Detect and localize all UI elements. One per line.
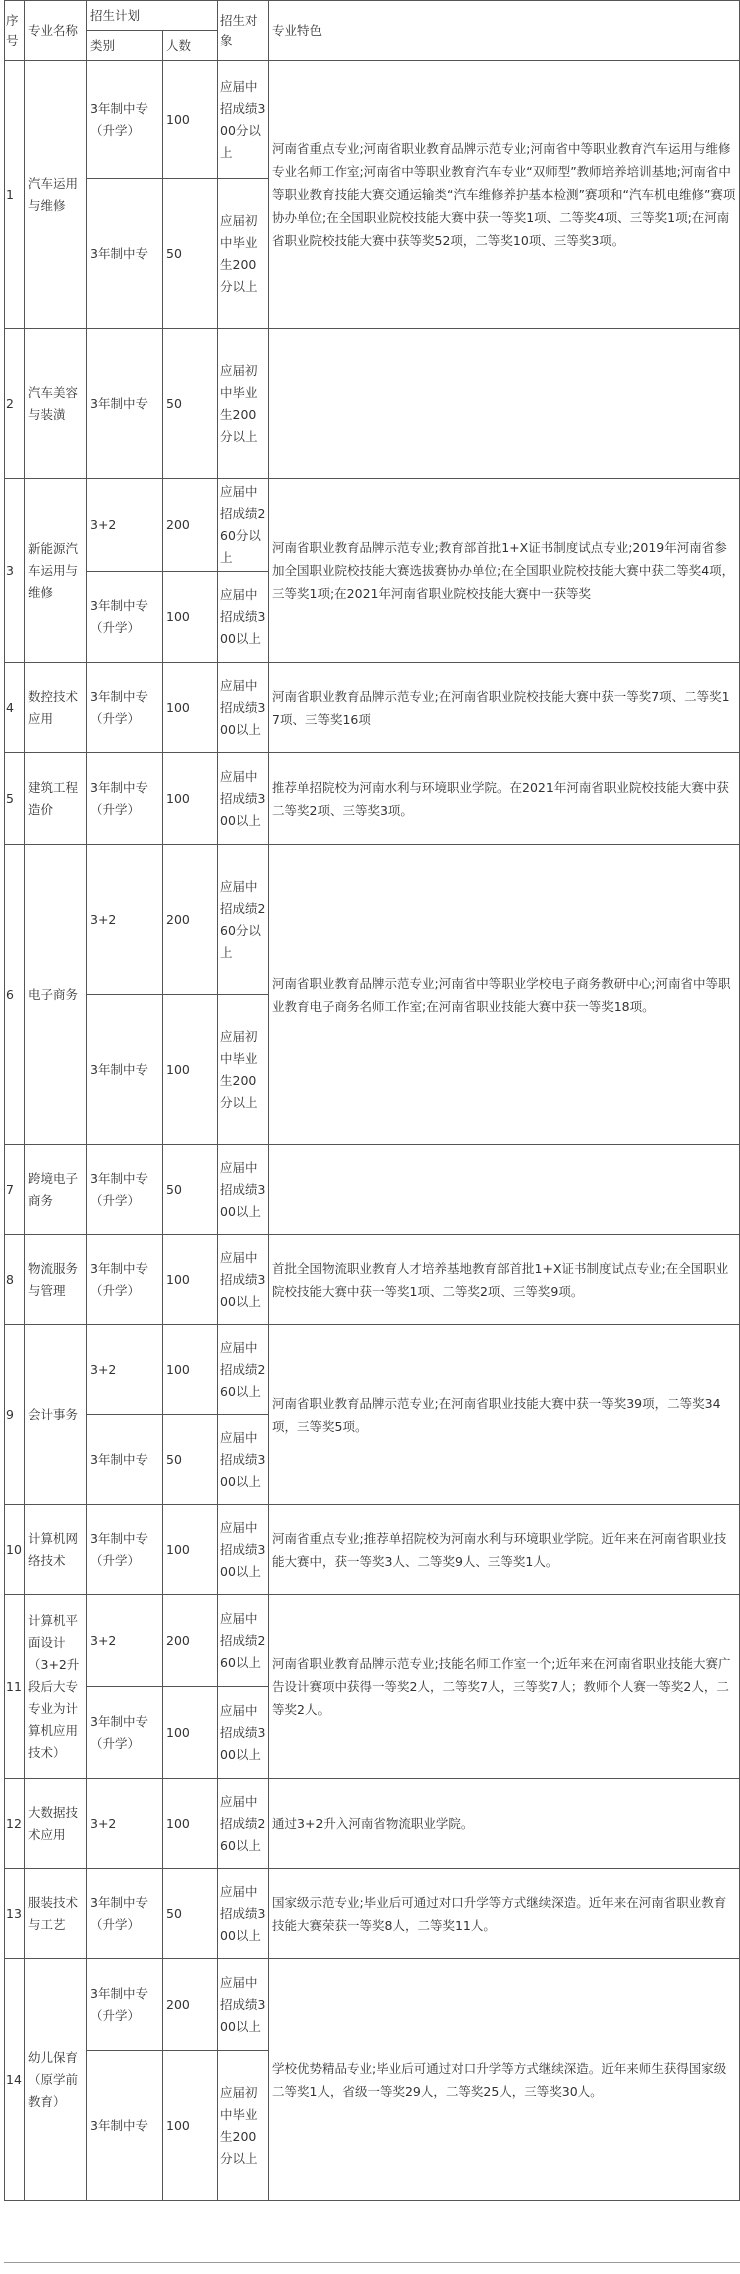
plan-count: 100 [163, 1779, 218, 1869]
plan-count: 200 [163, 845, 218, 995]
header-row [5, 1, 740, 31]
plan-type: 3年制中专（升学） [87, 1145, 163, 1235]
plan-target: 应届中招成绩300以上 [218, 1687, 269, 1779]
enrollment-table [4, 0, 740, 2201]
plan-type: 3年制中专（升学） [87, 572, 163, 663]
table-row [5, 1145, 740, 1235]
major-seq: 14 [5, 1959, 25, 2201]
major-feature: 河南省职业教育品牌示范专业;教育部首批1+X证书制度试点专业;2019年河南省参加全国职业院校技能大赛选拔赛协办单位;在全国职业院校技能大赛中获二等奖4项，三等奖1项;在2021年河南省职业院校技能大赛中一获等奖 [269, 479, 740, 663]
plan-target: 应届中招成绩260分以上 [218, 479, 269, 572]
plan-type: 3年制中专（升学） [87, 1687, 163, 1779]
plan-target: 应届中招成绩260以上 [218, 1779, 269, 1869]
header-target: 招生对象 [218, 1, 269, 61]
plan-count: 50 [163, 1869, 218, 1959]
plan-count: 50 [163, 1415, 218, 1505]
major-name: 数控技术应用 [25, 663, 87, 753]
major-feature [269, 1145, 740, 1235]
plan-type: 3年制中专（升学） [87, 61, 163, 179]
major-feature: 首批全国物流职业教育人才培养基地教育部首批1+X证书制度试点专业;在全国职业院校技能大赛中获一等奖1项、二等奖2项、三等奖9项。 [269, 1235, 740, 1325]
plan-target: 应届中招成绩300以上 [218, 753, 269, 845]
plan-count: 100 [163, 61, 218, 179]
plan-type: 3年制中专（升学） [87, 753, 163, 845]
major-seq: 2 [5, 329, 25, 479]
major-seq: 8 [5, 1235, 25, 1325]
header-count: 人数 [163, 31, 218, 61]
major-name: 计算机平面设计（3+2升段后大专专业为计算机应用技术） [25, 1595, 87, 1779]
plan-type: 3年制中专 [87, 995, 163, 1145]
major-seq: 1 [5, 61, 25, 329]
plan-type: 3年制中专（升学） [87, 1235, 163, 1325]
table-row [5, 1325, 740, 1415]
plan-count: 100 [163, 1687, 218, 1779]
major-feature: 河南省重点专业;河南省职业教育品牌示范专业;河南省中等职业教育汽车运用与维修专业名师工作室;河南省中等职业教育汽车专业“双师型”教师培养培训基地;河南省中等职业教育技能大赛交通运输类“汽车维修养护基本检测”赛项和“汽车机电维修”赛项协办单位;在全国职业院校技能大赛中获一等奖1项、二等奖4项、三等奖1项;在河南省职业院校技能大赛中获等奖52项，二等奖10项、三等奖3项。 [269, 61, 740, 329]
plan-target: 应届初中毕业生200分以上 [218, 179, 269, 329]
plan-type: 3年制中专 [87, 329, 163, 479]
major-name: 电子商务 [25, 845, 87, 1145]
plan-type: 3年制中专 [87, 1415, 163, 1505]
plan-count: 200 [163, 1595, 218, 1687]
major-seq: 12 [5, 1779, 25, 1869]
plan-target: 应届中招成绩300以上 [218, 1869, 269, 1959]
table-row [5, 1505, 740, 1595]
table-row [5, 663, 740, 753]
table-row [5, 61, 740, 179]
plan-target: 应届中招成绩300以上 [218, 1235, 269, 1325]
major-feature: 国家级示范专业;毕业后可通过对口升学等方式继续深造。近年来在河南省职业教育技能大赛荣获一等奖8人，二等奖11人。 [269, 1869, 740, 1959]
major-feature: 河南省职业教育品牌示范专业;河南省中等职业学校电子商务教研中心;河南省中等职业教育电子商务名师工作室;在河南省职业技能大赛中获一等奖18项。 [269, 845, 740, 1145]
plan-target: 应届中招成绩300以上 [218, 1415, 269, 1505]
plan-type: 3+2 [87, 1325, 163, 1415]
major-seq: 13 [5, 1869, 25, 1959]
plan-count: 50 [163, 1145, 218, 1235]
major-seq: 11 [5, 1595, 25, 1779]
table-row [5, 1779, 740, 1869]
major-seq: 7 [5, 1145, 25, 1235]
table-row [5, 1235, 740, 1325]
plan-count: 100 [163, 2051, 218, 2201]
major-name: 幼儿保育（原学前教育） [25, 1959, 87, 2201]
major-feature: 河南省重点专业;推荐单招院校为河南水利与环境职业学院。近年来在河南省职业技能大赛中，获一等奖3人、二等奖9人、三等奖1人。 [269, 1505, 740, 1595]
major-feature: 河南省职业教育品牌示范专业;技能名师工作室一个;近年来在河南省职业技能大赛广告设计赛项中获得一等奖2人，二等奖7人，三等奖7人；教师个人赛一等奖2人，二等奖2人。 [269, 1595, 740, 1779]
plan-type: 3年制中专（升学） [87, 1505, 163, 1595]
major-name: 建筑工程造价 [25, 753, 87, 845]
header-feature: 专业特色 [269, 1, 740, 61]
table-row [5, 845, 740, 995]
major-seq: 3 [5, 479, 25, 663]
major-name: 物流服务与管理 [25, 1235, 87, 1325]
bottom-divider [4, 2262, 740, 2263]
major-name: 汽车运用与维修 [25, 61, 87, 329]
plan-target: 应届中招成绩260分以上 [218, 845, 269, 995]
plan-type: 3+2 [87, 845, 163, 995]
plan-target: 应届中招成绩300分以上 [218, 61, 269, 179]
table-row [5, 1869, 740, 1959]
plan-target: 应届初中毕业生200分以上 [218, 2051, 269, 2201]
major-name: 跨境电子商务 [25, 1145, 87, 1235]
header-name: 专业名称 [25, 1, 87, 61]
plan-type: 3年制中专（升学） [87, 663, 163, 753]
table-row [5, 479, 740, 572]
table-row [5, 1959, 740, 2051]
major-name: 服装技术与工艺 [25, 1869, 87, 1959]
plan-target: 应届中招成绩300以上 [218, 572, 269, 663]
major-name: 汽车美容与装潢 [25, 329, 87, 479]
plan-count: 100 [163, 1505, 218, 1595]
table-row [5, 329, 740, 479]
major-name: 新能源汽车运用与维修 [25, 479, 87, 663]
major-feature: 河南省职业教育品牌示范专业;在河南省职业院校技能大赛中获一等奖7项、二等奖17项、三等奖16项 [269, 663, 740, 753]
plan-type: 3年制中专 [87, 179, 163, 329]
plan-type: 3+2 [87, 1779, 163, 1869]
plan-count: 100 [163, 1325, 218, 1415]
plan-target: 应届初中毕业生200分以上 [218, 329, 269, 479]
plan-target: 应届中招成绩300以上 [218, 1505, 269, 1595]
major-seq: 6 [5, 845, 25, 1145]
header-type: 类别 [87, 31, 163, 61]
plan-count: 100 [163, 753, 218, 845]
major-seq: 4 [5, 663, 25, 753]
plan-target: 应届初中毕业生200分以上 [218, 995, 269, 1145]
plan-count: 100 [163, 1235, 218, 1325]
major-name: 会计事务 [25, 1325, 87, 1505]
major-name: 计算机网络技术 [25, 1505, 87, 1595]
major-seq: 5 [5, 753, 25, 845]
table-row [5, 1595, 740, 1687]
major-feature: 通过3+2升入河南省物流职业学院。 [269, 1779, 740, 1869]
major-seq: 10 [5, 1505, 25, 1595]
plan-type: 3+2 [87, 1595, 163, 1687]
plan-type: 3年制中专 [87, 2051, 163, 2201]
plan-count: 100 [163, 572, 218, 663]
major-feature: 河南省职业教育品牌示范专业;在河南省职业技能大赛中获一等奖39项，二等奖34项，三等奖5项。 [269, 1325, 740, 1505]
plan-type: 3年制中专（升学） [87, 1959, 163, 2051]
plan-target: 应届中招成绩300以上 [218, 663, 269, 753]
plan-count: 100 [163, 663, 218, 753]
major-feature: 推荐单招院校为河南水利与环境职业学院。在2021年河南省职业院校技能大赛中获二等奖2项、三等奖3项。 [269, 753, 740, 845]
major-seq: 9 [5, 1325, 25, 1505]
major-name: 大数据技术应用 [25, 1779, 87, 1869]
plan-target: 应届中招成绩260以上 [218, 1595, 269, 1687]
plan-target: 应届中招成绩300以上 [218, 1145, 269, 1235]
plan-count: 200 [163, 1959, 218, 2051]
plan-type: 3+2 [87, 479, 163, 572]
table-row [5, 753, 740, 845]
major-feature [269, 329, 740, 479]
plan-type: 3年制中专（升学） [87, 1869, 163, 1959]
plan-count: 50 [163, 329, 218, 479]
major-feature: 学校优势精品专业;毕业后可通过对口升学等方式继续深造。近年来师生获得国家级二等奖1人，省级一等奖29人，二等奖25人，三等奖30人。 [269, 1959, 740, 2201]
plan-count: 50 [163, 179, 218, 329]
plan-target: 应届中招成绩300以上 [218, 1959, 269, 2051]
plan-count: 100 [163, 995, 218, 1145]
header-plan: 招生计划 [87, 1, 218, 31]
plan-target: 应届中招成绩260以上 [218, 1325, 269, 1415]
header-seq: 序号 [5, 1, 25, 61]
plan-count: 200 [163, 479, 218, 572]
